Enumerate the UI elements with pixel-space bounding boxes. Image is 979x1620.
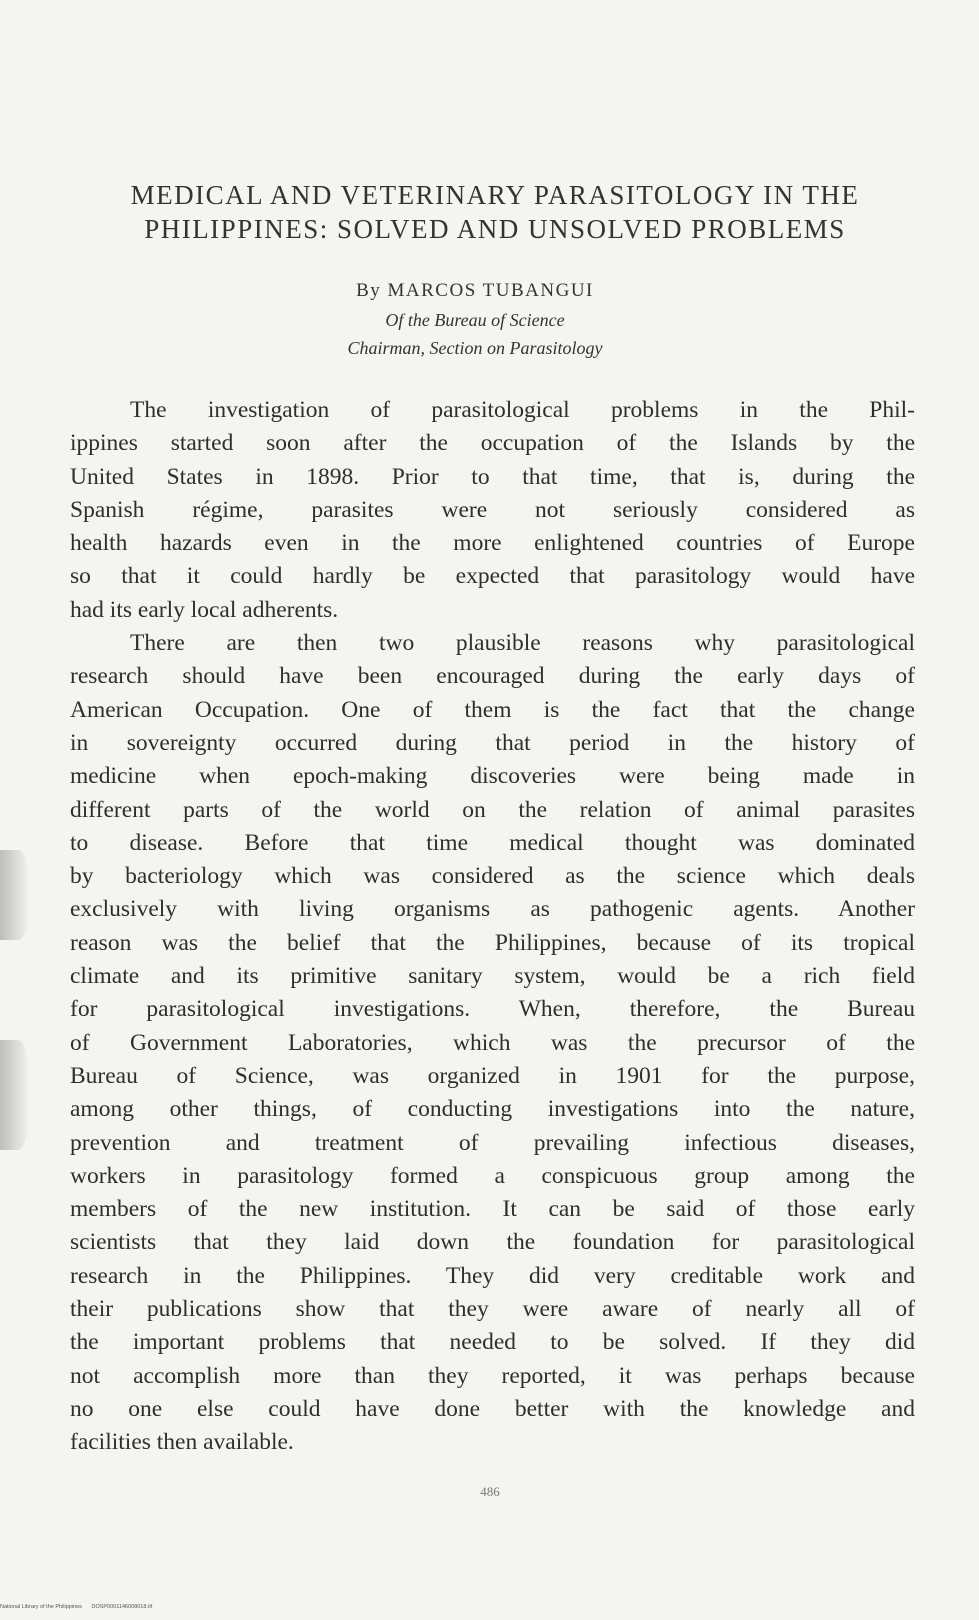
text-line: United States in 1898. Prior to that time, that is, during the <box>70 463 915 490</box>
text-line: in sovereignty occurred during that period in the history of <box>70 729 915 756</box>
text-line: American Occupation. One of them is the fact that the change <box>70 696 915 723</box>
text-line: of Government Laboratories, which was the precursor of the <box>70 1029 915 1056</box>
text-line: workers in parasitology formed a conspicuous group among the <box>70 1162 915 1189</box>
text-line: reason was the belief that the Philippines, because of its tropical <box>70 929 915 956</box>
title-line-1: MEDICAL AND VETERINARY PARASITOLOGY IN THE <box>130 180 860 210</box>
paragraph-2 <box>70 627 915 1459</box>
text-line: exclusively with living organisms as pathogenic agents. Another <box>70 896 915 923</box>
chairman-line: Chairman, Section on Parasitology <box>347 338 603 358</box>
text-line: the important problems that needed to be solved. If they did <box>70 1329 915 1356</box>
scan-footer <box>0 1604 160 1610</box>
file-identifier: DOSP0001146008018.tif <box>91 1604 153 1610</box>
binding-shadow-upper <box>0 850 30 940</box>
text-line: The investigation of parasitological problems in the Phil- <box>130 397 915 423</box>
text-line: ippines started soon after the occupation of the Islands by the <box>70 430 915 457</box>
text-line: climate and its primitive sanitary system, would be a rich field <box>70 963 915 990</box>
text-line: by bacteriology which was considered as the science which deals <box>70 863 915 890</box>
library-credit: National Library of the Philippines <box>0 1604 82 1610</box>
text-line: had its early local adherents. <box>70 596 339 623</box>
affiliation-line: Of the Bureau of Science <box>385 310 565 330</box>
text-line: research should have been encouraged during the early days of <box>70 663 915 690</box>
text-line: among other things, of conducting investigations into the nature, <box>70 1096 915 1123</box>
text-line: different parts of the world on the relation of animal parasites <box>70 796 915 823</box>
text-line: Spanish régime, parasites were not seriously considered as <box>70 496 915 523</box>
article-body <box>70 394 915 1460</box>
title-line-2: PHILIPPINES: SOLVED AND UNSOLVED PROBLEMS <box>144 214 846 244</box>
text-line: facilities then available. <box>70 1429 294 1456</box>
text-line: health hazards even in the more enlightened countries of Europe <box>70 530 915 557</box>
text-line: members of the new institution. It can be said of those early <box>70 1196 915 1223</box>
text-line: There are then two plausible reasons why parasitological <box>130 630 915 657</box>
text-line: for parasitological investigations. When, therefore, the Bureau <box>70 996 915 1023</box>
article-title <box>60 178 930 246</box>
page-number: 486 <box>480 1484 500 1499</box>
text-line: medicine when epoch-making discoveries were being made in <box>70 763 915 790</box>
text-line: to disease. Before that time medical thought was dominated <box>70 829 915 856</box>
text-line: their publications show that they were aware of nearly all of <box>70 1296 915 1323</box>
text-line: not accomplish more than they reported, it was perhaps because <box>70 1362 915 1389</box>
binding-shadow-lower <box>0 1040 30 1150</box>
text-line: no one else could have done better with the knowledge and <box>70 1395 915 1422</box>
paragraph-1 <box>70 394 915 627</box>
text-line: scientists that they laid down the foundation for parasitological <box>70 1229 915 1256</box>
text-line: prevention and treatment of prevailing infectious diseases, <box>70 1129 915 1156</box>
text-line: Bureau of Science, was organized in 1901 for the purpose, <box>70 1062 915 1089</box>
text-line: so that it could hardly be expected that parasitology would have <box>70 563 915 590</box>
author-line: By MARCOS TUBANGUI <box>356 280 594 301</box>
text-line: research in the Philippines. They did very creditable work and <box>70 1262 915 1289</box>
